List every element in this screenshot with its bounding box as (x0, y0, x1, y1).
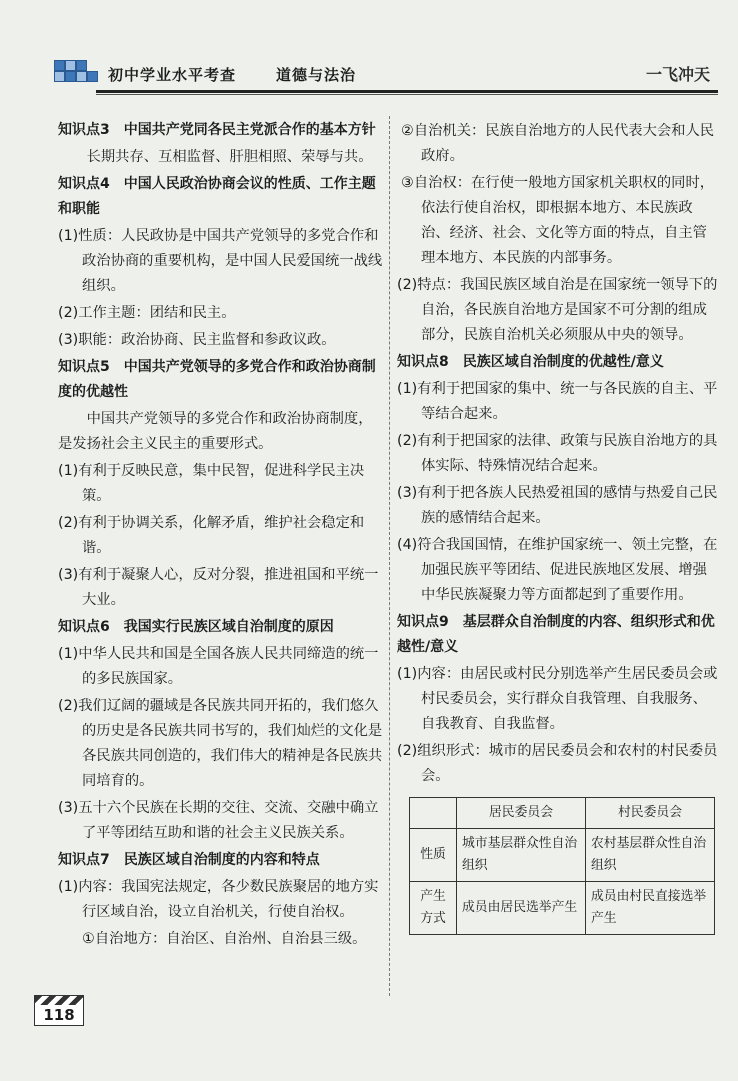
kp4-item: (3)职能：政治协商、民主监督和参政议政。 (58, 332, 336, 348)
table-cell: 成员由村民直接选举产生 (586, 882, 715, 935)
kp6-item: (2)我们辽阔的疆域是各民族共同开拓的，我们悠久的历史是各民族共同书写的，我们灿烂的文化是各民族共同创造的，我们伟大的精神是各民族共同培育的。 (58, 698, 383, 789)
kp8-item: (4)符合我国国情，在维护国家统一、领土完整，在加强民族平等团结、促进民族地区发展、增强中华民族凝聚力等方面都起到了重要作用。 (397, 537, 718, 603)
table-row-header: 性质 (410, 829, 457, 882)
table-cell: 农村基层群众性自治组织 (586, 829, 715, 882)
table-cell: 城市基层群众性自治组织 (457, 829, 586, 882)
page-number: 118 (34, 1005, 84, 1026)
page-number-badge (30, 995, 88, 1027)
kp5-item: (1)有利于反映民意，集中民智，促进科学民主决策。 (58, 463, 365, 504)
kp4-item: (1)性质：人民政协是中国共产党领导的多党合作和政治协商的重要机构，是中国人民爱国统一战线组织。 (58, 228, 383, 294)
kp7-subitem: ①自治地方：自治区、自治州、自治县三级。 (82, 931, 367, 947)
right-column (397, 117, 719, 935)
book-title: 初中学业水平考查 (108, 66, 237, 84)
brand-logo: 一飞冲天 (645, 65, 710, 84)
kp9-item: (2)组织形式：城市的居民委员会和农村的村民委员会。 (397, 743, 718, 784)
header-squares-icon (54, 60, 96, 88)
kp8-item: (1)有利于把国家的集中、统一与各民族的自主、平等结合起来。 (397, 381, 718, 422)
table-header-cell: 村民委员会 (586, 798, 715, 829)
kp7-subitem: ③自治权：在行使一般地方国家机关职权的同时，依法行使自治权，即根据本地方、本民族政治、经济、社会、文化等方面的特点，自主管理本地方、本民族的内部事务。 (401, 175, 715, 266)
page-header (48, 48, 718, 94)
table-row (410, 882, 715, 935)
kp5-item: (3)有利于凝聚人心，反对分裂，推进祖国和平统一大业。 (58, 567, 379, 608)
kp7-item: (1)内容：我国宪法规定，各少数民族聚居的地方实行区域自治，设立自治机关，行使自治权。 (58, 879, 379, 920)
knowledge-point-7-heading: 知识点7 民族区域自治制度的内容和特点 (58, 852, 320, 868)
kp3-body: 长期共存、互相监督、肝胆相照、荣辱与共。 (86, 149, 373, 165)
kp6-item: (3)五十六个民族在长期的交往、交流、交融中确立了平等团结互助和谐的社会主义民族关系。 (58, 800, 379, 841)
left-column (58, 117, 385, 954)
kp9-item: (1)内容：由居民或村民分别选举产生居民委员会或村民委员会，实行群众自我管理、自我服务、自我教育、自我监督。 (397, 666, 718, 732)
header-rule (96, 90, 718, 93)
kp5-intro: 中国共产党领导的多党合作和政治协商制度，是发扬社会主义民主的重要形式。 (58, 411, 373, 452)
kp7-subitem: ②自治机关：民族自治地方的人民代表大会和人民政府。 (401, 123, 715, 164)
knowledge-point-3-heading: 知识点3 中国共产党同各民主党派合作的基本方针 (58, 122, 376, 138)
knowledge-point-5-heading: 知识点5 中国共产党领导的多党合作和政治协商制度的优越性 (58, 359, 376, 400)
kp8-item: (2)有利于把国家的法律、政策与民族自治地方的具体实际、特殊情况结合起来。 (397, 433, 718, 474)
kp5-item: (2)有利于协调关系，化解矛盾，维护社会稳定和谐。 (58, 515, 365, 556)
committee-comparison-table (409, 797, 715, 935)
knowledge-point-6-heading: 知识点6 我国实行民族区域自治制度的原因 (58, 619, 334, 635)
knowledge-point-9-heading: 知识点9 基层群众自治制度的内容、组织形式和优越性/意义 (397, 614, 715, 655)
header-rule-thin (96, 94, 718, 95)
knowledge-point-4-heading: 知识点4 中国人民政治协商会议的性质、工作主题和职能 (58, 176, 376, 217)
table-row (410, 829, 715, 882)
book-subject: 道德与法治 (276, 66, 357, 84)
table-header-cell (410, 798, 457, 829)
kp6-item: (1)中华人民共和国是全国各族人民共同缔造的统一的多民族国家。 (58, 646, 379, 687)
knowledge-point-8-heading: 知识点8 民族区域自治制度的优越性/意义 (397, 354, 664, 370)
column-divider (389, 116, 390, 996)
kp7-item: (2)特点：我国民族区域自治是在国家统一领导下的自治，各民族自治地方是国家不可分割的组成部分，民族自治机关必须服从中央的领导。 (397, 277, 718, 343)
table-header-cell: 居民委员会 (457, 798, 586, 829)
kp4-item: (2)工作主题：团结和民主。 (58, 305, 236, 321)
table-row-header: 产生方式 (410, 882, 457, 935)
table-cell: 成员由居民选举产生 (457, 882, 586, 935)
kp8-item: (3)有利于把各族人民热爱祖国的感情与热爱自己民族的感情结合起来。 (397, 485, 718, 526)
table-header-row (410, 798, 715, 829)
